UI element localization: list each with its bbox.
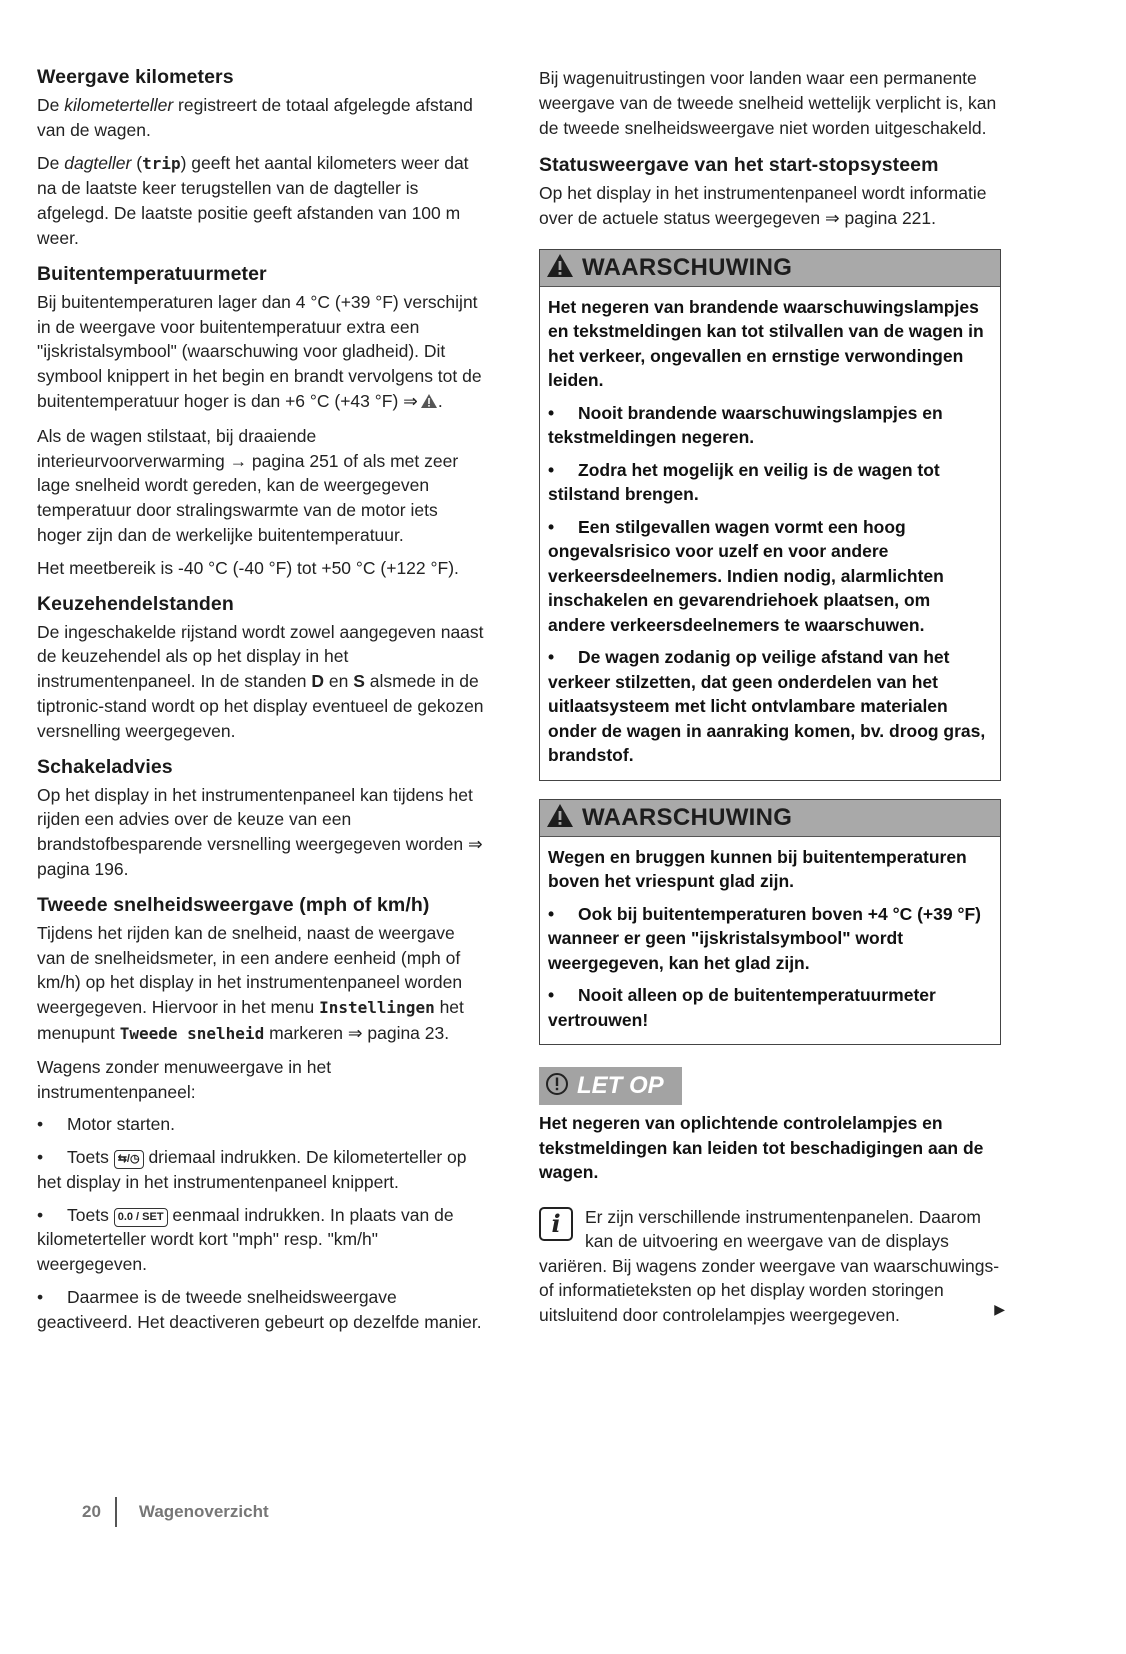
section-tweede-snelheidsweergave	[37, 894, 487, 1335]
paragraph: De dagteller (trip) geeft het aantal kilometers weer dat na de laatste keer terugstellen van de dagteller is afgelegd. De laatste positie geeft afstanden van 100 m weer.	[37, 152, 469, 248]
section-schakeladvies	[37, 756, 487, 882]
warning-header	[540, 800, 1000, 837]
trip-code: trip	[142, 153, 181, 173]
warning-label: WAARSCHUWING	[582, 803, 793, 831]
warning-label: WAARSCHUWING	[582, 253, 793, 281]
list-item: • De wagen zodanig op veilige afstand van het verkeer stilzetten, dat geen onderdelen van het uitlaatsysteem met licht ontvlambare materialen onder de wagen in aanraking komen, bv. droog gras, brandstof.	[548, 647, 986, 766]
warning-box-2	[539, 799, 1001, 1046]
paragraph: Als de wagen stilstaat, bij draaiende interieurvoorverwarming → pagina 251 of als met zeer lage snelheid wordt gereden, kan de weergegeven temperatuur door stralingswarmte van de motor iets hoger zijn dan de werkelijke buitentemperatuur.	[37, 425, 459, 545]
warning-text: Het negeren van brandende waarschuwingslampjes en tekstmeldingen kan tot stilvallen van de wagen in het verkeer, ongevallen en ernstige verwondingen leiden.	[548, 296, 984, 391]
list-item: • Nooit alleen op de buitentemperatuurmeter vertrouwen!	[548, 985, 936, 1030]
page-footer	[82, 1497, 269, 1527]
paragraph: Op het display in het instrumentenpaneel kan tijdens het rijden een advies over de keuze van een brandstofbesparende versnelling weergegeven worden ⇒ pagina 196.	[37, 784, 483, 879]
left-column	[37, 66, 487, 1347]
list-item: • Toets 0.0 / SET eenmaal indrukken. In plaats van de kilometerteller wordt kort "mph" resp. "km/h" weergegeven.	[37, 1204, 454, 1275]
section-weergave-kilometers	[37, 66, 487, 251]
paragraph: Tijdens het rijden kan de snelheid, naast de weergave van de snelheidsmeter, in een andere eenheid (mph of km/h) op het display in het instrumentenpaneel worden weergegeven. Hiervoor in het menu Instellingen het menupunt Tweede snelheid markeren ⇒ pagina 23.	[37, 922, 464, 1043]
warning-text: Wegen en bruggen kunnen bij buitentemperaturen boven het vriespunt glad zijn.	[548, 846, 967, 892]
list-item: • Een stilgevallen wagen vormt een hoog ongevalsrisico voor uzelf en voor andere verkeersdeelnemers. Indien nodig, alarmlichten inschakelen en gevarendriehoek plaatsen, om andere verkeersdeelnemers te waarschuwen.	[548, 516, 944, 635]
section-keuzehendelstanden	[37, 593, 487, 744]
heading-buitentemperatuurmeter: Buitentemperatuurmeter	[37, 262, 267, 285]
paragraph: De ingeschakelde rijstand wordt zowel aangegeven naast de keuzehendel als op het display in het instrumentenpaneel. In de standen D en S alsmede in de tiptronic-stand wordt op het display eventueel de gekozen versnelling weergegeven.	[37, 621, 484, 741]
heading-statusweergave: Statusweergave van het start-stopsysteem	[539, 154, 939, 177]
paragraph: Wagens zonder menuweergave in het instrumentenpaneel:	[37, 1056, 332, 1102]
info-text: Er zijn verschillende instrumentenpanelen. Daarom kan de uitvoering en weergave van de displays variëren. Bij wagens zonder weergave van waarschuwings- of informatieteksten op het display worden storingen uitsluitend door controlelampjes weergegeven.	[539, 1206, 1000, 1325]
bullet-icon: •	[548, 459, 555, 480]
bullet-icon: •	[548, 903, 555, 924]
warning-box-1	[539, 249, 1001, 781]
list-item: • Daarmee is de tweede snelheidsweergave geactiveerd. Het deactiveren gebeurt op dezelfde manier.	[37, 1287, 482, 1332]
bullet-icon: •	[548, 647, 555, 668]
menu-name: Instellingen	[319, 998, 435, 1018]
section-statusweergave	[539, 154, 1001, 231]
warning-body	[540, 287, 1000, 780]
heading-schakeladvies: Schakeladvies	[37, 755, 173, 778]
bullet-icon: •	[37, 1204, 44, 1225]
info-box	[539, 1205, 1005, 1328]
continue-arrow-icon: ▶	[994, 1300, 1005, 1317]
bullet-icon: •	[37, 1287, 44, 1308]
trip-reset-key-icon: ⇆/◷	[114, 1150, 144, 1169]
bullet-icon: •	[548, 402, 555, 423]
list-item: • Nooit brandende waarschuwingslampjes en tekstmeldingen negeren.	[548, 402, 943, 448]
exclamation-circle-icon	[545, 1072, 569, 1101]
paragraph: De kilometerteller registreert de totaal afgelegde afstand van de wagen.	[37, 95, 473, 140]
paragraph: Op het display in het instrumentenpaneel wordt informatie over de actuele status weergegeven ⇒ pagina 221.	[539, 183, 987, 229]
note-header	[539, 1067, 682, 1105]
note-label: LET OP	[577, 1072, 664, 1100]
warning-triangle-icon	[546, 253, 574, 283]
heading-tweede-snelheidsweergave: Tweede snelheidsweergave (mph of km/h)	[37, 893, 430, 916]
note-text: Het negeren van oplichtende controlelampjes en tekstmeldingen kan leiden tot beschadigingen aan de wagen.	[539, 1113, 984, 1183]
warning-body	[540, 837, 1000, 1045]
section-name: Wagenoverzicht	[138, 1502, 269, 1521]
warning-triangle-icon[interactable]	[420, 391, 438, 416]
info-icon: i	[539, 1207, 573, 1241]
heading-weergave-kilometers: Weergave kilometers	[37, 66, 234, 88]
menu-item-name: Tweede snelheid	[119, 1023, 265, 1043]
bullet-icon: •	[548, 516, 555, 537]
heading-keuzehendelstanden: Keuzehendelstanden	[37, 592, 234, 615]
bullet-icon: •	[37, 1147, 44, 1168]
list-item: • Toets ⇆/◷ driemaal indrukken. De kilometerteller op het display in het instrumentenpaneel knippert.	[37, 1147, 467, 1192]
page-number: 20	[82, 1502, 101, 1521]
list-item: • Ook bij buitentemperaturen boven +4 °C (+39 °F) wanneer er geen "ijskristalsymbool" wordt weergegeven, kan het glad zijn.	[548, 903, 981, 973]
list-item: • Zodra het mogelijk en veilig is de wagen tot stilstand brengen.	[548, 459, 940, 505]
paragraph: Bij buitentemperaturen lager dan 4 °C (+39 °F) verschijnt in de weergave voor buitentemperatuur extra een "ijskristalsymbool" (waarschuwing voor gladheid). Dit symbool knippert in het begin en brandt vervolgens tot de buitentemperatuur hoger is dan +6 °C (+43 °F) ⇒ .	[37, 290, 487, 416]
note-box	[539, 1063, 1001, 1185]
paragraph: Het meetbereik is -40 °C (-40 °F) tot +50 °C (+122 °F).	[37, 557, 459, 578]
section-buitentemperatuurmeter	[37, 263, 487, 581]
paragraph: Bij wagenuitrustingen voor landen waar een permanente weergave van de tweede snelheid wettelijk verplicht is, kan de tweede snelheidsweergave niet worden uitgeschakeld.	[539, 68, 997, 138]
list-item: • Motor starten.	[37, 1112, 487, 1137]
bullet-icon: •	[548, 985, 555, 1006]
footer-divider	[115, 1497, 117, 1527]
right-column	[539, 66, 1005, 1327]
warning-triangle-icon	[546, 803, 574, 833]
bullet-icon: •	[37, 1114, 44, 1135]
warning-header	[540, 250, 1000, 287]
set-key-icon: 0.0 / SET	[114, 1208, 168, 1227]
